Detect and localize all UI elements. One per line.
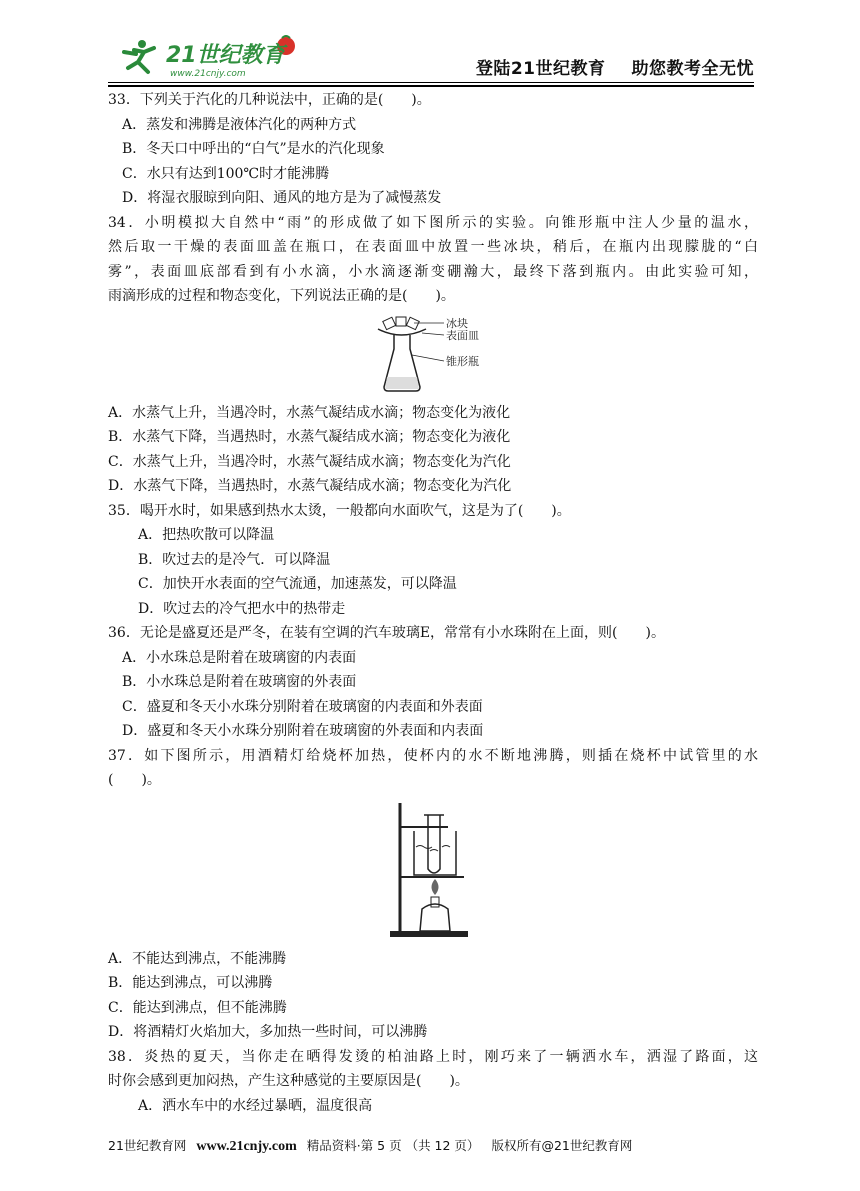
option-37d: D．将酒精灯火焰加大，多加热一些时间，可以沸腾: [108, 1024, 428, 1040]
test-tube-shape: [428, 815, 440, 873]
label-dish: 表面皿: [446, 328, 479, 342]
question-35: 35．喝开水时，如果感到热水太烫，一般都向水面吹气，这是为了( )。: [108, 502, 571, 519]
slogan-right: 助您教考全无忧: [631, 59, 754, 79]
ice-cube-shape: [383, 317, 396, 329]
question-37-line2: ( )。: [108, 772, 161, 788]
label-ice: 冰块: [446, 316, 468, 330]
svg-text:21世纪教育: 21世纪教育: [166, 43, 285, 68]
option-35c: C．加快开水表面的空气流通，加速蒸发，可以降温: [138, 576, 457, 592]
option-36d: D．盛夏和冬天小水珠分别附着在玻璃窗的外表面和内表面: [122, 723, 484, 739]
question-36: 36．无论是盛夏还是严冬，在装有空调的汽车玻璃E，常常有小水珠附在上面，则( )。: [108, 625, 665, 641]
option-36b: B．小水珠总是附着在玻璃窗的外表面: [122, 674, 357, 690]
footer-site: 21世纪教育网: [108, 1138, 187, 1153]
option-35d: D．吹过去的冷气把水中的热带走: [138, 600, 346, 617]
question-34-line4: 雨滴形成的过程和物态变化，下列说法正确的是( )。: [108, 288, 455, 304]
stand-base-shape: [390, 931, 468, 937]
question-34-line2: 然后取一干燥的表面皿盖在瓶口，在表面皿中放置一些冰块，稍后，在瓶内出现朦胧的“白: [108, 239, 758, 255]
flask-experiment-figure: [108, 315, 758, 397]
header-slogan: [476, 54, 754, 79]
alcohol-lamp-shape: [420, 904, 450, 931]
label-flask: 锥形瓶: [446, 354, 479, 368]
slogan-left: 登陆21世纪教育: [475, 59, 606, 79]
footer-copyright: 版权所有@21世纪教育网: [491, 1138, 633, 1153]
21cnjy-logo: [108, 32, 308, 80]
question-34-line3: 雾”，表面皿底部看到有小水滴，小水滴逐渐变硼瀚大，最终下落到瓶内。由此实验可知，: [108, 263, 758, 280]
page-footer: [108, 1136, 754, 1155]
watch-glass-shape: [378, 329, 426, 335]
question-37-line1: 37．如下图所示，用酒精灯给烧杯加热，使杯内的水不断地沸腾，则插在烧杯中试管里的水: [108, 747, 758, 764]
option-33b: B．冬天口中呼出的“白气”是水的汽化现象: [122, 141, 385, 157]
beaker-shape: [414, 831, 456, 875]
option-33d: D．将湿衣服晾到向阳、通风的地方是为了减慢蒸发: [122, 190, 442, 206]
option-33c: C．水只有达到100℃时才能沸腾: [122, 165, 330, 182]
flask-diagram: [108, 315, 758, 397]
footer-url-link[interactable]: www.21cnjy.com: [196, 1139, 297, 1154]
warm-water-shape: [385, 377, 419, 389]
option-37b: B．能达到沸点，可以沸腾: [108, 975, 273, 991]
option-34d: D．水蒸气下降，当遇热时，水蒸气凝结成水滴；物态变化为汽化: [108, 478, 512, 494]
header-divider: [108, 82, 754, 83]
option-34c: C．水蒸气上升，当遇冷时，水蒸气凝结成水滴；物态变化为汽化: [108, 453, 511, 470]
footer-page: 精品资料·第 5 页 （共 12 页）: [306, 1138, 480, 1153]
boiling-experiment-figure: [108, 801, 758, 941]
beaker-diagram: [108, 801, 758, 941]
flame-shape: [432, 879, 439, 895]
option-34a: A．水蒸气上升，当遇冷时，水蒸气凝结成水滴；物态变化为液化: [108, 404, 511, 421]
svg-text:www.21cnjy.com: www.21cnjy.com: [170, 69, 246, 79]
question-38-line2: 时你会感到更加闷热，产生这种感觉的主要原因是( )。: [108, 1073, 469, 1089]
option-36a: A．小水珠总是附着在玻璃窗的内表面: [122, 649, 357, 666]
option-36c: C．盛夏和冬天小水珠分别附着在玻璃窗的内表面和外表面: [122, 698, 483, 715]
option-35a: A．把热吹散可以降温: [138, 527, 275, 543]
question-38-line1: 38．炎热的夏天，当你走在晒得发烫的柏油路上时，刚巧来了一辆洒水车，洒湿了路面，这: [108, 1048, 758, 1065]
ice-cube-shape: [406, 317, 419, 329]
option-37c: C．能达到沸点，但不能沸腾: [108, 999, 287, 1016]
question-33: 33．下列关于汽化的几种说法中，正确的是( )。: [108, 92, 431, 108]
page-header: [108, 32, 754, 84]
option-37a: A．不能达到沸点，不能沸腾: [108, 950, 287, 967]
option-34b: B．水蒸气下降，当遇热时，水蒸气凝结成水滴；物态变化为液化: [108, 429, 511, 445]
option-38a: A．洒水车中的水经过暴晒，温度很高: [138, 1097, 373, 1114]
header-divider-thick: [108, 85, 754, 87]
question-34-line1: 34．小明模拟大自然中“雨”的形成做了如下图所示的实验。向锥形瓶中注人少量的温水，: [108, 214, 758, 231]
option-35b: B．吹过去的是冷气．可以降温: [138, 551, 331, 568]
option-33a: A．蒸发和沸腾是液体汽化的两种方式: [122, 116, 357, 133]
document-body: [108, 88, 758, 1118]
ice-cube-shape: [396, 317, 406, 326]
